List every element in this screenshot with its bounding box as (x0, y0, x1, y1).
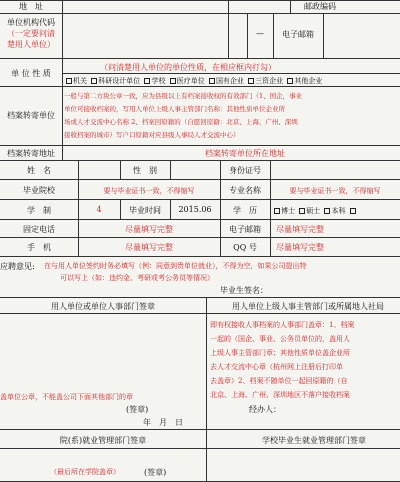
college-seal-note: （最后所在学院盖章） (50, 468, 120, 476)
rule (0, 448, 400, 449)
college-seal-header: 院(系)就业管理部门签章 (59, 436, 147, 445)
rule (0, 179, 400, 180)
rule (0, 256, 400, 257)
qq-value: 尽量填写完整 (276, 243, 324, 252)
school-value: 要与毕业证书一致，不得缩写 (103, 187, 195, 195)
email-value: 尽量填写完整 (276, 225, 324, 234)
option-label: 科研设计单位 (98, 77, 141, 85)
grad-time-value: 2015.06 (178, 205, 212, 214)
checkbox[interactable] (144, 78, 150, 84)
checkbox[interactable] (324, 208, 330, 214)
application-opinion-note-2: 可以写上（如：违约金、考研或考公务员等情况） (60, 274, 214, 282)
option-label: 机关 (73, 77, 87, 85)
rule (228, 0, 229, 13)
rule (323, 13, 324, 58)
supervisor-seal-note-4: 去人才交流中心章（杭州网上注册后打印单 (210, 363, 343, 371)
archive-unit-label: 档案转寄单位 (7, 111, 55, 120)
rule (62, 0, 63, 160)
major-label: 专业名称 (229, 186, 261, 195)
archive-unit-instructions-4: 接收档案的城市）写户口原籍对应县级人事局人才交流中心） (64, 131, 240, 139)
employer-seal-note: 盖单位公章，不能盖公司下面其他部门的章 (0, 393, 133, 401)
supervisor-seal-note-6: 北京、上海、广州、深圳地区不落户接收档案 (210, 391, 350, 399)
rule (170, 160, 171, 179)
mobile-label: 手 机 (27, 243, 51, 252)
supervisor-seal-note-2: 一起的（国企、事业、公务员单位的，盖用人 (210, 335, 350, 343)
major-value: 要与毕业证书一致，不得缩写 (289, 187, 381, 195)
option-label: 三资企业 (255, 77, 284, 85)
option-label: 学校 (151, 77, 166, 85)
rule (270, 160, 271, 256)
application-opinion-label: 应聘意见: (0, 262, 35, 271)
archive-unit-instructions-1: 一般与第二方块公章一致，应为县级以上有档案接收权的有效部门（1、国企，事业 (64, 92, 303, 100)
school-label: 毕业院校 (23, 186, 55, 195)
option-label: 其他企业 (294, 77, 323, 85)
supervisor-seal-header: 用人单位上级人事主管部门或所属地人社局 (232, 302, 384, 311)
archive-unit-instructions-2: 单位可接收档案的，写用人单位上级人事主管部门名称：其他性质单位企业所 (64, 105, 285, 113)
unit-nature-note: （问清楚用人单位的单位性质，在相应框内打勾） (100, 63, 276, 72)
email-label: 电子邮箱 (282, 30, 314, 39)
archive-address-label: 档案转寄地址 (7, 149, 55, 158)
duration-value: 4 (96, 205, 102, 214)
application-opinion-note-1: 在与用人单位签约时务必填写（例：同意到贵单位就业），不得为空，如果公司提出特 (44, 262, 307, 270)
checkbox[interactable] (350, 208, 356, 214)
option-label: 医疗单位 (176, 77, 205, 85)
checkbox[interactable] (66, 78, 72, 84)
rule (0, 13, 400, 14)
seal-label: (签章) (126, 405, 149, 414)
option-label: 博士 (281, 207, 295, 215)
rule (62, 73, 400, 74)
graduate-signature-label: 毕业生签名： (220, 286, 268, 295)
qq-label: QQ 号 (233, 243, 257, 252)
rule (228, 13, 229, 58)
rule (0, 297, 400, 298)
degree-label: 学 历 (233, 206, 257, 215)
grad-time-label: 毕业时间 (129, 206, 161, 215)
phone-label: 固定电话 (23, 225, 55, 234)
postal-code-label: 邮政编码 (304, 2, 336, 11)
date-label: 年 月 日 (143, 418, 183, 427)
checkbox[interactable] (274, 208, 280, 214)
supervisor-seal-note-3: 上级人事主管部门章；其他性质单位盖企业所 (210, 349, 350, 357)
gender-label: 性 别 (133, 166, 157, 175)
rule (206, 297, 207, 482)
rule (0, 160, 400, 161)
org-code-note: 楚用人单位） (7, 40, 55, 49)
checkbox[interactable] (91, 78, 97, 84)
rule (0, 58, 400, 59)
supervisor-seal-note-1: 即有权接收人事档案的人事部门盖章：1、档案 (210, 321, 355, 329)
rule (0, 145, 400, 146)
email-label: 电子邮箱 (229, 225, 261, 234)
id-number-label: 身份证号 (229, 166, 261, 175)
rule (0, 313, 400, 314)
checkbox[interactable] (299, 208, 305, 214)
university-seal-header: 学校毕业生就业管理部门签章 (262, 436, 366, 445)
dash-separator: — (256, 29, 264, 38)
seal-label: (签章) (144, 468, 167, 477)
duration-label: 学 制 (27, 206, 51, 215)
option-label: 本科 (331, 207, 346, 215)
rule (0, 237, 400, 238)
employer-seal-header: 用人单位或单位人事部门签章 (51, 302, 155, 311)
checkbox[interactable] (209, 78, 215, 84)
rule (0, 86, 400, 87)
checkbox[interactable] (248, 78, 254, 84)
mobile-value: 尽量填写完整 (125, 243, 173, 252)
org-code-note: （一定要问清 (7, 29, 55, 38)
archive-address-value: 档案转寄单位所在地址 (205, 149, 285, 158)
supervisor-seal-note-5: 去盖章）2、档案不随单位一起回原籍的（自 (210, 377, 348, 385)
org-code-label: 单位机构代码 (7, 18, 55, 27)
handler-label: 经办人： (249, 405, 281, 414)
rule (0, 429, 400, 430)
option-label: 国有企业 (215, 77, 244, 85)
unit-nature-options (64, 76, 322, 86)
option-label: 硕士 (306, 207, 321, 215)
name-label: 姓 名 (27, 166, 51, 175)
checkbox[interactable] (170, 78, 176, 84)
phone-value: 尽量填写完整 (125, 225, 173, 234)
rule (0, 219, 400, 220)
degree-options (272, 206, 357, 216)
address-label: 地 址 (19, 2, 43, 11)
checkbox[interactable] (287, 78, 293, 84)
rule (0, 199, 400, 200)
archive-unit-instructions-3: 场或人才交流中心名称 2、档案回原籍的（自愿回原籍：北京、上海、广州、深圳 (64, 118, 298, 126)
unit-nature-label: 单 位 性 质 (11, 69, 51, 78)
